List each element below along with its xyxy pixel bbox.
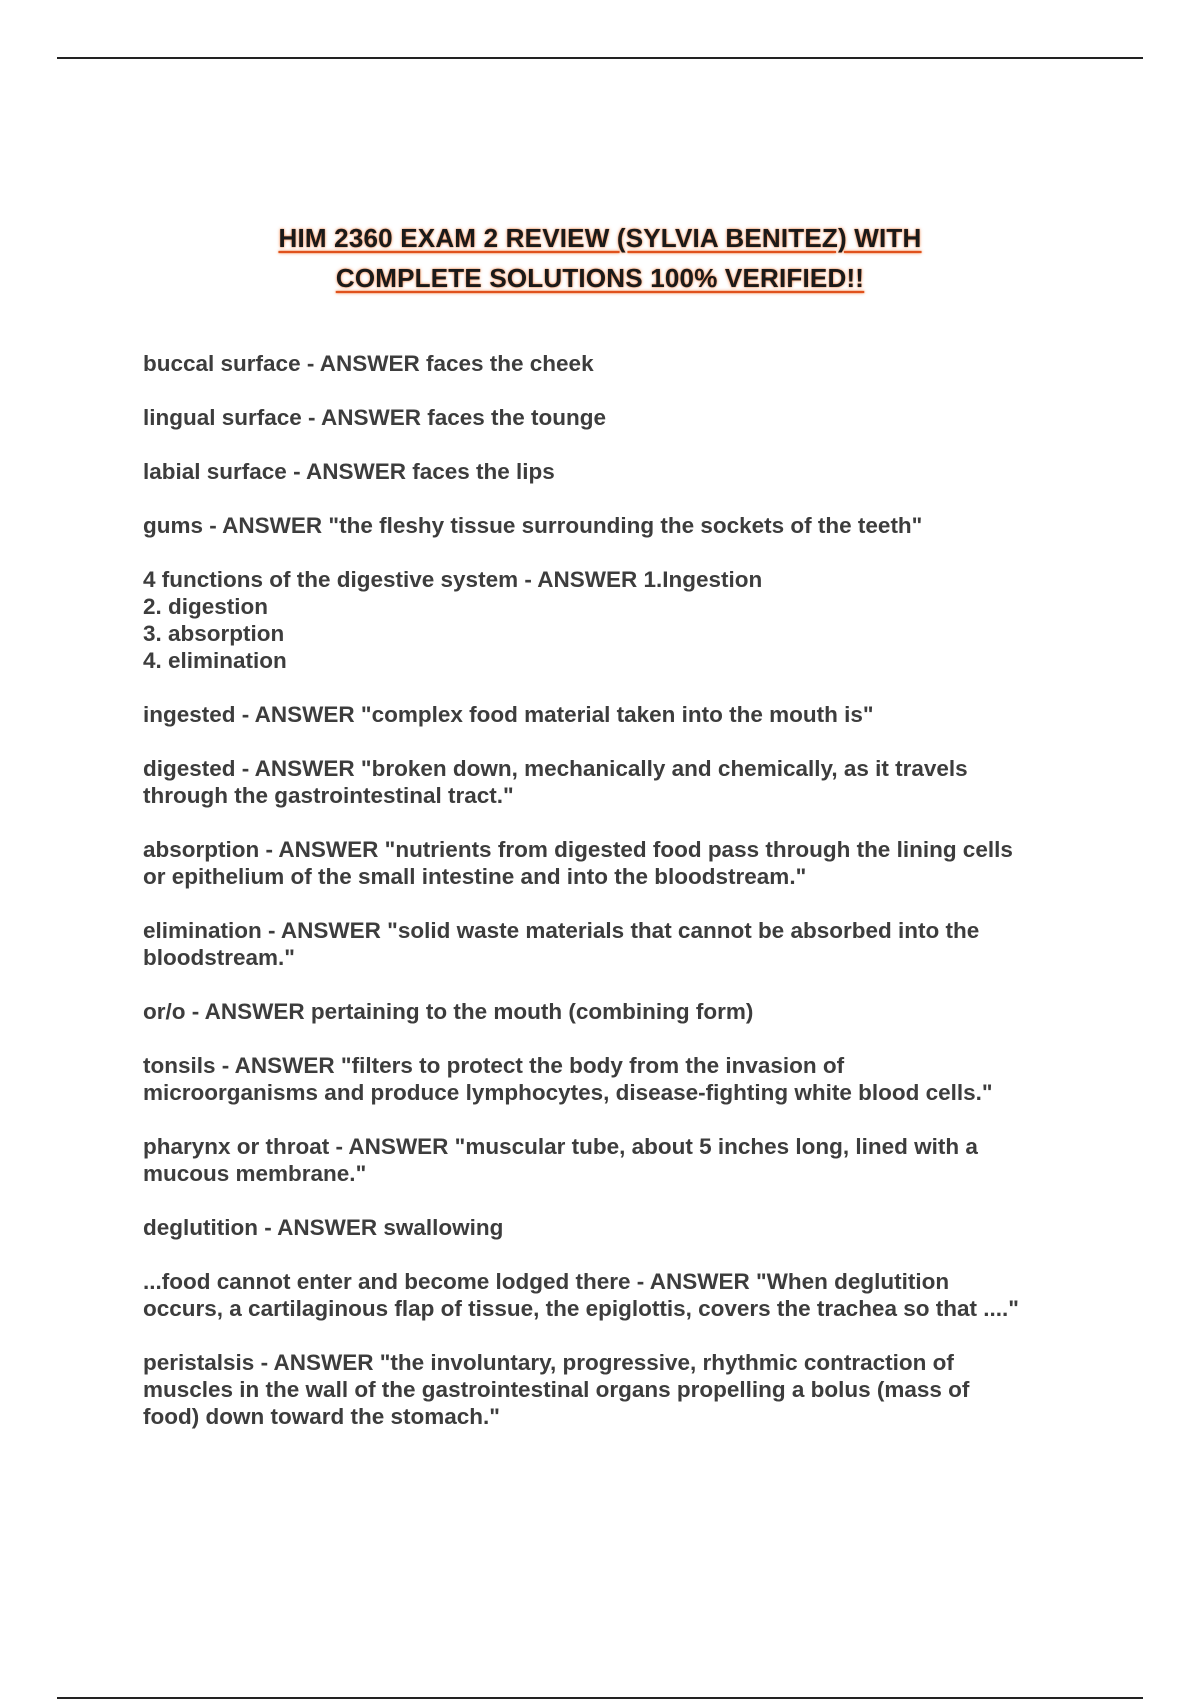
qa-entry-deglutition: deglutition - ANSWER swallowing bbox=[143, 1215, 504, 1240]
bottom-rule bbox=[57, 1697, 1143, 1699]
qa-entry-ingested: ingested - ANSWER "complex food material taken into the mouth is" bbox=[143, 702, 874, 727]
qa-list bbox=[143, 350, 1083, 1457]
qa-entry-pharynx: pharynx or throat - ANSWER "muscular tube, about 5 inches long, lined with a mucous membrane." bbox=[143, 1134, 978, 1186]
qa-entry-gums: gums - ANSWER "the fleshy tissue surrounding the sockets of the teeth" bbox=[143, 513, 923, 538]
qa-entry-or-o: or/o - ANSWER pertaining to the mouth (combining form) bbox=[143, 999, 754, 1024]
qa-entry-elimination: elimination - ANSWER "solid waste materials that cannot be absorbed into the bloodstream." bbox=[143, 918, 980, 970]
top-rule bbox=[57, 57, 1143, 59]
qa-entry-labial-surface: labial surface - ANSWER faces the lips bbox=[143, 459, 555, 484]
qa-entry-tonsils: tonsils - ANSWER "filters to protect the body from the invasion of microorganisms and produce lymphocytes, disease-fighting white blood cells." bbox=[143, 1053, 993, 1105]
qa-entry-peristalsis: peristalsis - ANSWER "the involuntary, progressive, rhythmic contraction of muscles in the wall of the gastrointestinal organs propelling a bolus (mass of food) down toward the stomach." bbox=[143, 1350, 970, 1429]
qa-entry-epiglottis: ...food cannot enter and become lodged there - ANSWER "When deglutition occurs, a cartilaginous flap of tissue, the epiglottis, covers the trachea so that ...." bbox=[143, 1269, 1019, 1321]
qa-entry-buccal-surface: buccal surface - ANSWER faces the cheek bbox=[143, 351, 594, 376]
qa-entry-digested: digested - ANSWER "broken down, mechanically and chemically, as it travels through the gastrointestinal tract." bbox=[143, 756, 968, 808]
title-line-2: COMPLETE SOLUTIONS 100% VERIFIED!! bbox=[335, 263, 865, 293]
qa-entry-lingual-surface: lingual surface - ANSWER faces the tounge bbox=[143, 405, 606, 430]
qa-entry-digestive-functions: 4 functions of the digestive system - ANSWER 1.Ingestion 2. digestion 3. absorption 4. elimination bbox=[143, 567, 763, 673]
title-line-1: HIM 2360 EXAM 2 REVIEW (SYLVIA BENITEZ) WITH bbox=[278, 223, 922, 253]
document-title bbox=[0, 218, 1200, 298]
qa-entry-absorption: absorption - ANSWER "nutrients from digested food pass through the lining cells or epithelium of the small intestine and into the bloodstream." bbox=[143, 837, 1013, 889]
